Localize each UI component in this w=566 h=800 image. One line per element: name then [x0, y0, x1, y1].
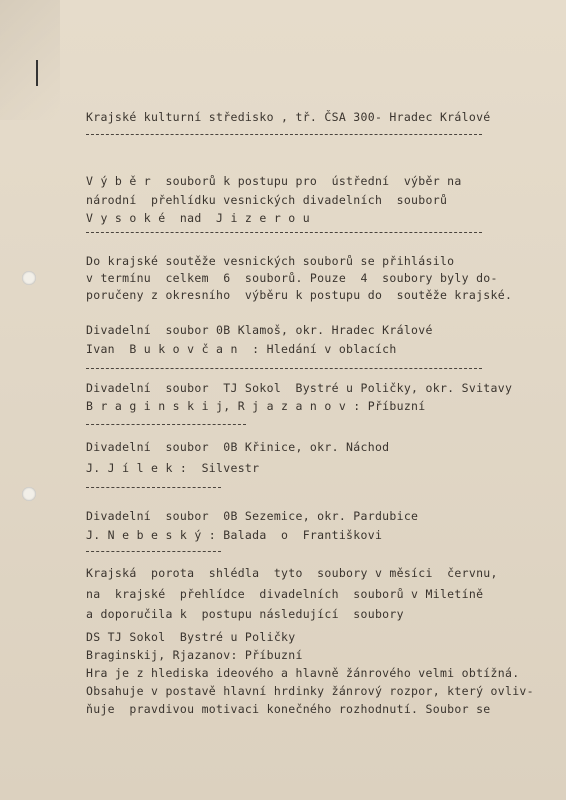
- punch-hole-top: [22, 271, 36, 285]
- jury-line-3: a doporučila k postupu následující soubory: [86, 607, 404, 621]
- final-line-3: Hra je z hlediska ideového a hlavně žánrového velmi obtížná.: [86, 666, 520, 680]
- final-line-5: ňuje pravdivou motivaci konečného rozhodnutí. Soubor se: [86, 702, 491, 716]
- divider: [86, 487, 221, 488]
- letterhead: Krajské kulturní středisko , tř. ČSA 300- Hradec Králové: [86, 110, 491, 124]
- final-line-2: Braginskij, Rjazanov: Příbuzní: [86, 648, 303, 662]
- title-line-3: V y s o k é nad J i z e r o u: [86, 211, 310, 225]
- entry-3-play: J. J í l e k : Silvestr: [86, 461, 260, 475]
- divider: [86, 232, 482, 233]
- entry-4-play: J. N e b e s k ý : Balada o Františkovi: [86, 528, 383, 542]
- entry-2-group: Divadelní soubor TJ Sokol Bystré u Poličky, okr. Svitavy: [86, 381, 513, 395]
- final-line-4: Obsahuje v postavě hlavní hrdinky žánrový rozpor, který ovliv-: [86, 684, 534, 698]
- entry-1-play: Ivan B u k o v č a n : Hledání v oblacích: [86, 342, 397, 356]
- jury-line-2: na krajské přehlídce divadelních souborů v Miletíně: [86, 587, 484, 601]
- entry-3-group: Divadelní soubor 0B Křinice, okr. Náchod: [86, 440, 390, 454]
- entry-2-play: B r a g i n s k i j, R j a z a n o v : Příbuzní: [86, 399, 426, 413]
- intro-line-3: poručeny z okresního výběru k postupu do soutěže krajské.: [86, 288, 513, 302]
- page-fold-shadow: [0, 0, 60, 120]
- jury-line-1: Krajská porota shlédla tyto soubory v měsíci červnu,: [86, 566, 498, 580]
- title-line-2: národní přehlídku vesnických divadelních souborů: [86, 193, 448, 207]
- divider: [86, 368, 482, 369]
- punch-hole-bottom: [22, 487, 36, 501]
- entry-4-group: Divadelní soubor 0B Sezemice, okr. Pardubice: [86, 509, 419, 523]
- divider: [86, 424, 246, 425]
- divider: [86, 551, 221, 552]
- margin-mark: [36, 60, 38, 86]
- final-line-1: DS TJ Sokol Bystré u Poličky: [86, 630, 296, 644]
- intro-line-1: Do krajské soutěže vesnických souborů se přihlásilo: [86, 254, 455, 268]
- entry-1-group: Divadelní soubor 0B Klamoš, okr. Hradec Králové: [86, 323, 433, 337]
- divider: [86, 134, 482, 135]
- title-line-1: V ý b ě r souborů k postupu pro ústřední výběr na: [86, 174, 462, 188]
- intro-line-2: v termínu celkem 6 souborů. Pouze 4 soubory byly do-: [86, 271, 498, 285]
